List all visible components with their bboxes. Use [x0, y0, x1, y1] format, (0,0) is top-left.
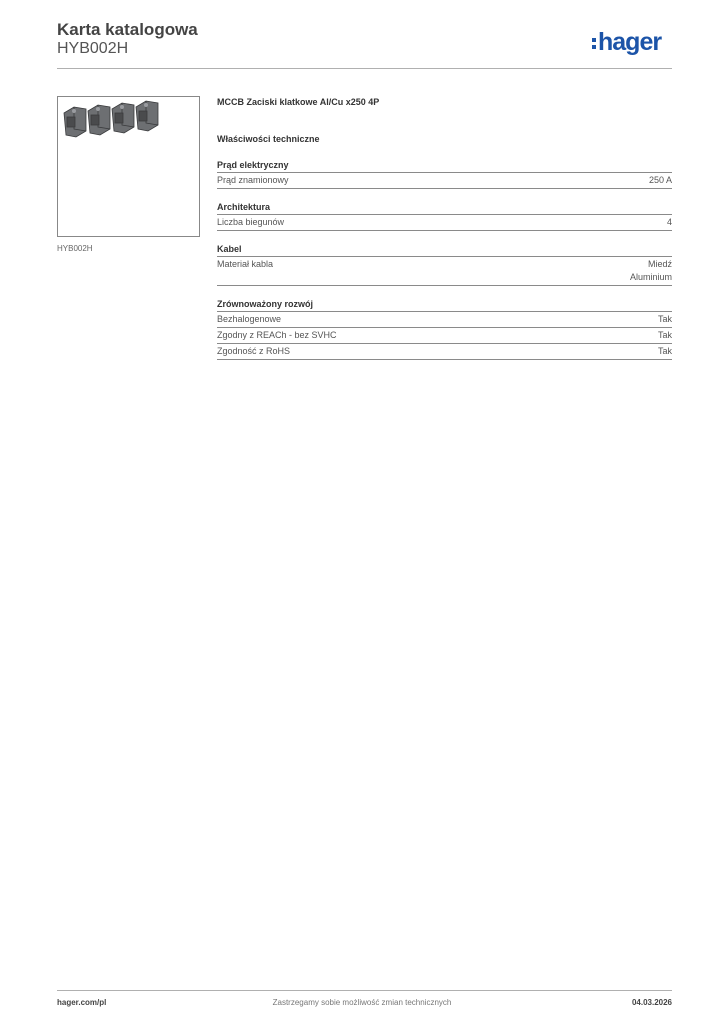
- logo-text: hager: [598, 28, 662, 56]
- spec-label: Zgodny z REACh - bez SVHC: [217, 330, 337, 340]
- spec-content: [217, 96, 672, 372]
- group-title: Architektura: [217, 201, 672, 215]
- product-code: HYB002H: [57, 40, 129, 57]
- logo-dots-icon: [592, 38, 596, 49]
- section-heading: Właściwości techniczne: [217, 134, 320, 144]
- spec-value-text: Tak: [657, 330, 672, 340]
- spec-value: [658, 329, 672, 342]
- spec-group-electrical: [217, 159, 672, 189]
- spec-row: [217, 328, 672, 344]
- spec-label: Zgodność z RoHS: [217, 346, 291, 356]
- spec-value: [630, 258, 672, 284]
- spec-value: [658, 313, 672, 326]
- group-title: Zrównoważony rozwój: [217, 298, 672, 312]
- spec-row: [217, 344, 672, 360]
- footer-divider: [57, 990, 672, 991]
- spec-value-text: Tak: [657, 314, 672, 324]
- spec-row: [217, 257, 672, 286]
- spec-value-text: Miedź: [647, 259, 672, 269]
- spec-label: Prąd znamionowy: [217, 175, 289, 185]
- footer-date: 04.03.2026: [631, 998, 672, 1007]
- spec-value: [667, 216, 672, 229]
- spec-row: [217, 312, 672, 328]
- spec-label: Materiał kabla: [217, 259, 274, 269]
- product-image: [57, 96, 200, 237]
- spec-row: [217, 215, 672, 231]
- spec-value: [658, 345, 672, 358]
- spec-group-architecture: [217, 201, 672, 231]
- spec-group-cable: [217, 243, 672, 286]
- group-title: Kabel: [217, 243, 672, 257]
- spec-value-text: 4: [666, 217, 672, 227]
- spec-row: [217, 173, 672, 189]
- spec-value: [649, 174, 672, 187]
- spec-value-text: 250 A: [648, 175, 672, 185]
- header-divider: [57, 68, 672, 69]
- product-image-caption: HYB002H: [57, 244, 93, 253]
- cable-terminal-clamps-icon: [58, 97, 199, 236]
- page-title: Karta katalogowa: [57, 20, 198, 39]
- product-name: MCCB Zaciski klatkowe Al/Cu x250 4P: [217, 97, 380, 107]
- hager-logo: [592, 27, 661, 57]
- spec-group-sustainability: [217, 298, 672, 360]
- footer-website-link[interactable]: hager.com/pl: [57, 998, 107, 1007]
- group-title: Prąd elektryczny: [217, 159, 672, 173]
- spec-value-text: Aluminium: [629, 272, 672, 282]
- footer-disclaimer: Zastrzegamy sobie możliwość zmian technicznych: [272, 998, 452, 1007]
- spec-value-text: Tak: [657, 346, 672, 356]
- spec-label: Liczba biegunów: [217, 217, 285, 227]
- spec-label: Bezhalogenowe: [217, 314, 282, 324]
